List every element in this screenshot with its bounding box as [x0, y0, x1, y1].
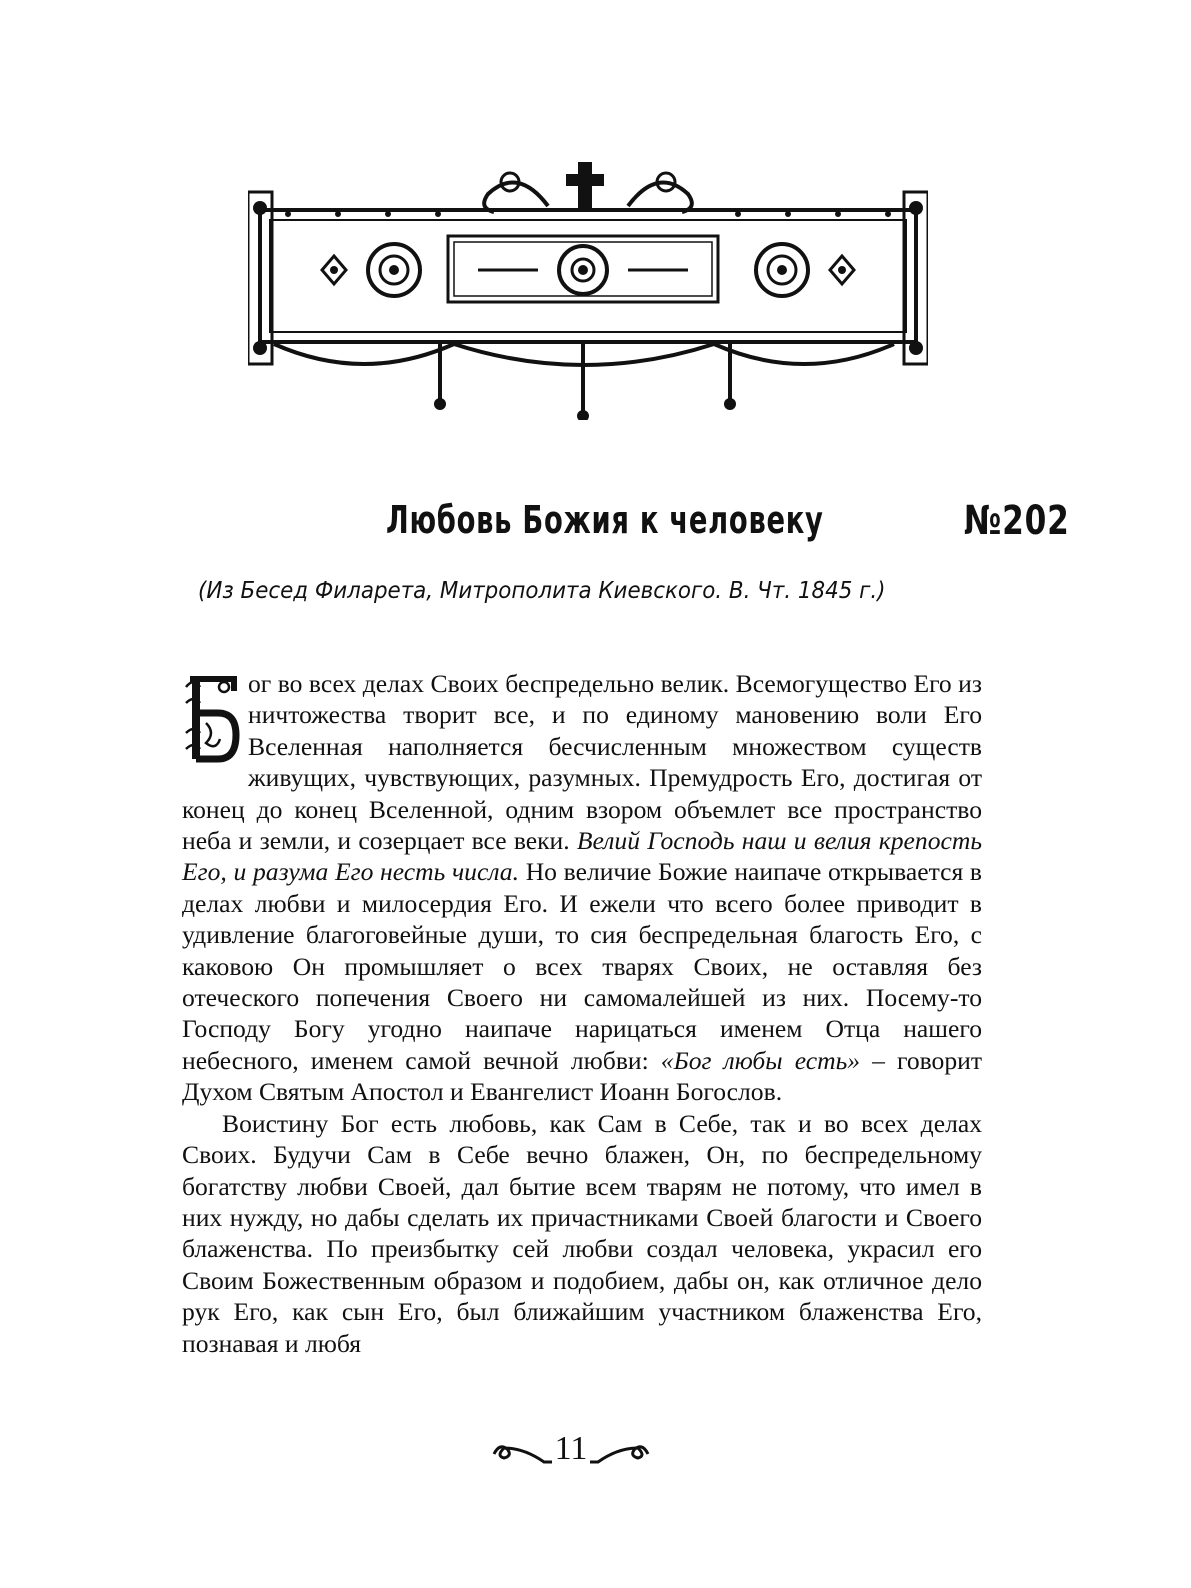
paragraph-1-run: Велий Господь наш и велия крепость Его, и разума Его несть числа.: [182, 826, 982, 887]
paragraph-1-text: [182, 669, 982, 1106]
page-number-footer: [486, 1428, 656, 1476]
paragraph-1-run: – говорит Духом Святым Апостол и Евангелист Иоанн Богослов.: [182, 1045, 983, 1107]
header-ornament: [248, 158, 928, 420]
article-number: №202: [964, 498, 1070, 544]
body-text: [182, 668, 982, 1359]
page-number: 11: [554, 1430, 588, 1467]
paragraph-1-run: «Бог любы есть»: [660, 1045, 861, 1075]
paragraph-1-run: Но величие Божие наипаче открывается в делах любви и милосердия Его. И ежели что всего более приводит в удивление благоговейные души, то сия беспредельная благость Его, с каковою Он промышляет о всех тварях Своих, не оставляя без отеческого попечения Своего ни самомалейшей из них. Посему-то Господу Богу угодно наипаче нарицаться именем Отца нашего небесного, именем самой вечной любви:: [182, 857, 982, 1075]
paragraph-1-run: ог во всех делах Своих беспредельно велик. Всемогущество Его из ничтожества творит все, и по единому мановению воли Его Вселенная наполняется бесчисленным множеством существ живущих, чувствующих, разумных. Премудрость Его, достигая от конец до конец Вселенной, одним взором объемлет все пространство неба и земли, и созерцает все веки.: [182, 669, 982, 856]
dropcap-letter-b-icon: [182, 673, 240, 763]
paragraph-1: [182, 668, 982, 1108]
title-row: [190, 498, 1070, 558]
source-citation: (Из Бесед Филарета, Митрополита Киевского. В. Чт. 1845 г.): [198, 578, 886, 604]
paragraph-2: Воистину Бог есть любовь, как Сам в Себе, так и во всех делах Своих. Будучи Сам в Себе вечно блажен, Он, по беспредельному богатству любви Своей, дал бытие всем тварям не потому, что имел в них нужду, но дабы сделать их причастниками Своей благости и Своего блаженства. По преизбытку сей любви создал человека, украсил его Своим Божественным образом и подобием, дабы он, как отличное дело рук Его, как сын Его, был ближайшим участником блаженства Его, познавая и любя: [182, 1108, 982, 1358]
article-title: Любовь Божия к человеку: [386, 498, 824, 542]
